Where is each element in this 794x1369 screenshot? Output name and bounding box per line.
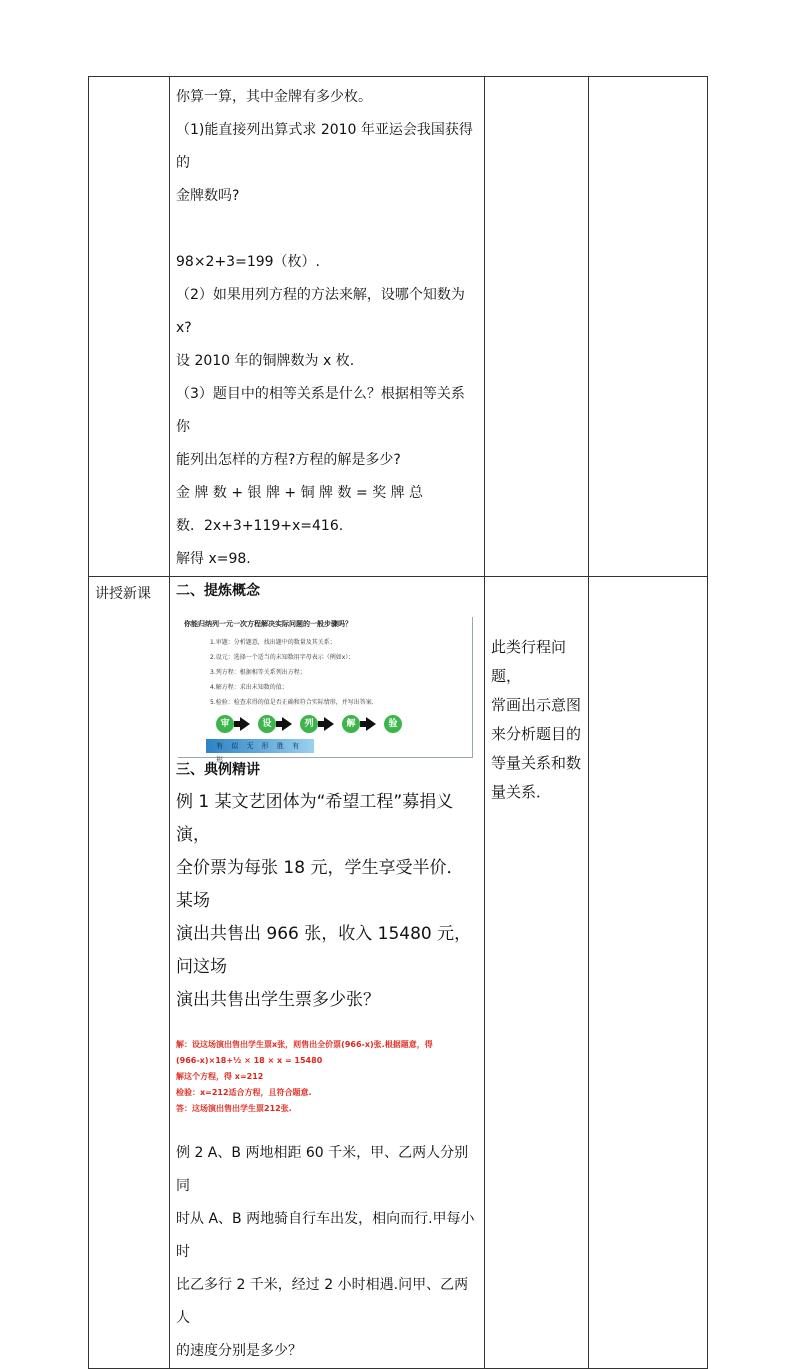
lesson-plan-table bbox=[88, 76, 708, 1369]
figure-ribbon: 有 似 无 形 胜 有 形 bbox=[206, 739, 314, 753]
example2-block bbox=[176, 1137, 478, 1368]
flow-node: 审 bbox=[216, 715, 234, 733]
content-cell bbox=[170, 577, 485, 1369]
solution-line: 答：这场演出售出学生票212张. bbox=[176, 1104, 292, 1113]
content-cell bbox=[170, 77, 485, 577]
solution-line: 解得 x=98. bbox=[176, 551, 251, 567]
flow-node: 验 bbox=[384, 715, 402, 733]
text-line: （2）如果用列方程的方法来解，设哪个知数为 x? bbox=[176, 287, 465, 336]
stage-cell bbox=[89, 77, 170, 577]
note-line: 常画出示意图 bbox=[491, 696, 582, 714]
section-heading: 三、典例精讲 bbox=[176, 762, 260, 778]
text-line: 98×2+3=199（枚）. bbox=[176, 254, 320, 270]
flow-node: 解 bbox=[342, 715, 360, 733]
step-item: 1.审题：分析题意，找出题中的数量及其关系； bbox=[210, 639, 336, 646]
solution-line: (966-x)×18+½ × 18 × x = 15480 bbox=[176, 1056, 323, 1065]
blank-line bbox=[176, 213, 478, 246]
step-item: 3.列方程：根据相等关系列出方程； bbox=[210, 669, 306, 676]
solution-line: 解这个方程，得 x=212 bbox=[176, 1072, 264, 1081]
flow-node: 列 bbox=[300, 715, 318, 733]
note-line: 量关系． bbox=[491, 783, 552, 801]
note-cell bbox=[485, 577, 589, 1369]
arrow-right-icon bbox=[240, 717, 250, 731]
steps-figure bbox=[178, 617, 473, 764]
example-line: 的速度分别是多少？ bbox=[176, 1343, 302, 1359]
step-item: 4.解方程：求出未知数的值； bbox=[210, 684, 288, 691]
note-cell bbox=[485, 77, 589, 577]
arrow-right-icon bbox=[282, 717, 292, 731]
text-line: 设 2010 年的铜牌数为 x 枚. bbox=[176, 353, 355, 369]
solution-line: 解：设这场演出售出学生票x张，则售出全价票(966-x)张.根据题意，得 bbox=[176, 1040, 433, 1049]
example-line: 例 1 某文艺团体为“希望工程”募捐义演， bbox=[176, 792, 454, 845]
example-line: 演出共售出 966 张，收入 15480 元，问这场 bbox=[176, 924, 472, 977]
text-line: （1)能直接列出算式求 2010 年亚运会我国获得的 bbox=[176, 122, 473, 171]
stage-cell bbox=[89, 577, 170, 1369]
example-line: 例 2 A、B 两地相距 60 千米，甲、乙两人分别同 bbox=[176, 1145, 469, 1194]
remark-cell bbox=[589, 77, 708, 577]
solution-block bbox=[176, 1037, 478, 1117]
arrow-right-icon bbox=[366, 717, 376, 731]
section-heading: 二、提炼概念 bbox=[176, 583, 260, 599]
step-item: 2.设元：选择一个适当的未知数用字母表示（例如x）； bbox=[210, 654, 355, 661]
relation-line: 金 牌 数 + 银 牌 + 铜 牌 数 = 奖 牌 总 bbox=[176, 485, 424, 501]
table-row bbox=[89, 577, 708, 1369]
table-row bbox=[89, 77, 708, 577]
equation-line: 数．2x+3+119+x=416. bbox=[176, 518, 344, 534]
note-line: 等量关系和数 bbox=[491, 754, 582, 772]
solution-line: 检验：x=212适合方程，且符合题意. bbox=[176, 1088, 312, 1097]
text-line: 能列出怎样的方程?方程的解是多少? bbox=[176, 452, 401, 468]
example-line: 演出共售出学生票多少张？ bbox=[176, 990, 380, 1010]
text-line: 金牌数吗? bbox=[176, 188, 240, 204]
note-line: 此类行程问题， bbox=[491, 638, 567, 685]
note-line: 来分析题目的 bbox=[491, 725, 582, 743]
stage-label: 讲授新课 bbox=[95, 586, 151, 602]
steps-flow bbox=[216, 715, 402, 733]
example-line: 全价票为每张 18 元，学生享受半价．某场 bbox=[176, 858, 464, 911]
steps-list bbox=[210, 635, 374, 710]
step-item: 5.检验：检查求得的值是否正确和符合实际情形，并写出答案. bbox=[210, 699, 374, 706]
arrow-right-icon bbox=[324, 717, 334, 731]
flow-node: 设 bbox=[258, 715, 276, 733]
text-line: 你算一算，其中金牌有多少枚。 bbox=[176, 89, 372, 105]
remark-cell bbox=[589, 577, 708, 1369]
example-line: 比乙多行 2 千米，经过 2 小时相遇.问甲、乙两人 bbox=[176, 1277, 469, 1326]
figure-question: 你能归纳列一元一次方程解决实际问题的一般步骤吗？ bbox=[184, 620, 352, 628]
text-line: （3）题目中的相等关系是什么？根据相等关系你 bbox=[176, 386, 465, 435]
example-line: 时从 A、B 两地骑自行车出发，相向而行.甲每小时 bbox=[176, 1211, 475, 1260]
